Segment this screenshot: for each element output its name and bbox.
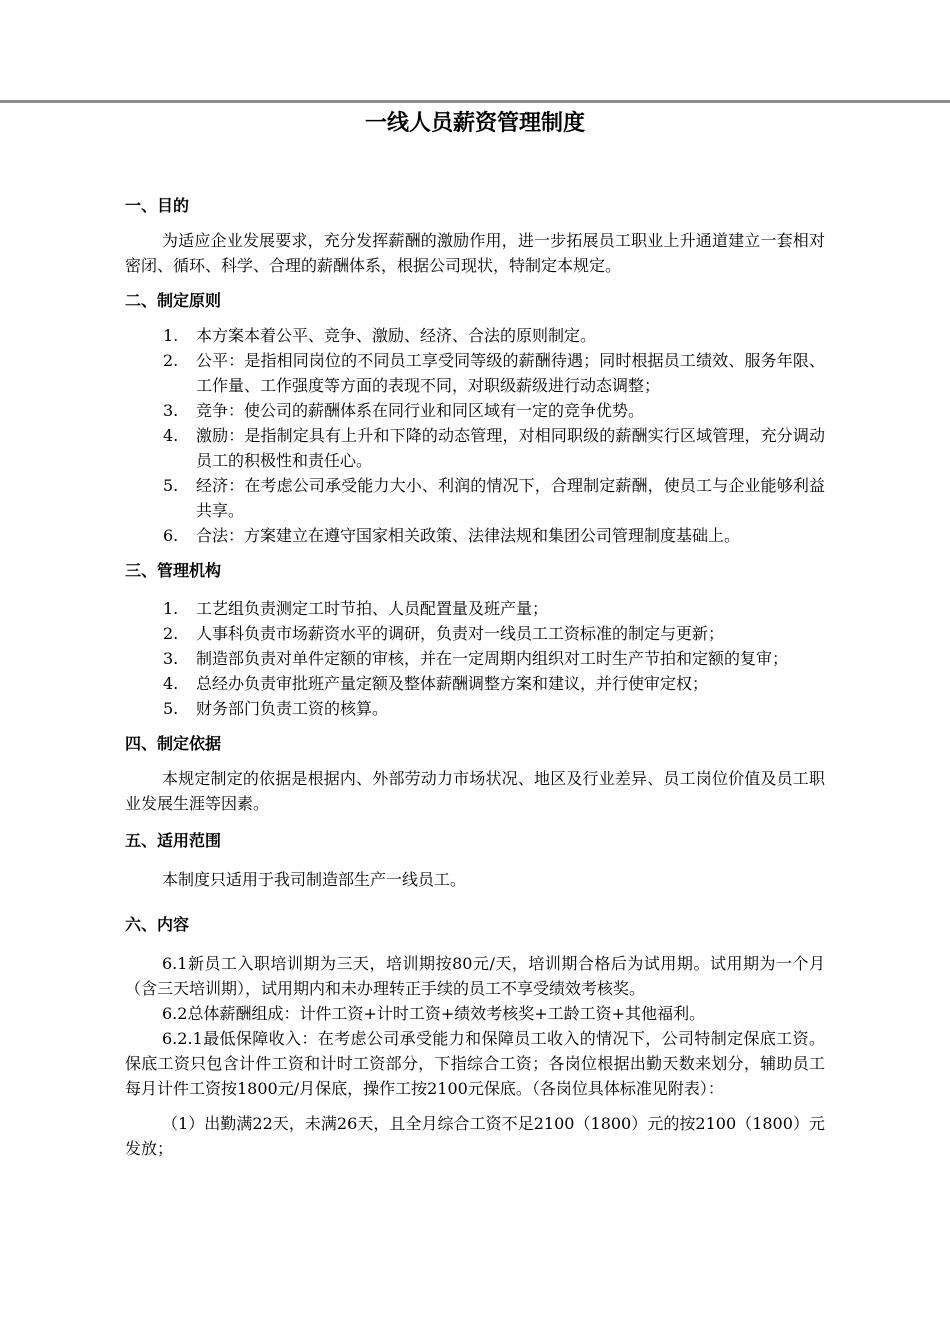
list-item <box>125 323 825 348</box>
paragraph: （1）出勤满22天，未满26天，且全月综合工资不足2100（1800）元的按2100（1800）元发放； <box>125 1114 825 1158</box>
list-item-number: 1. <box>163 599 179 618</box>
management-list <box>125 596 825 721</box>
list-item <box>125 523 825 548</box>
list-item-number: 3. <box>163 649 179 668</box>
list-item <box>125 348 825 398</box>
section-heading-content: 六、内容 <box>125 915 190 934</box>
paragraph: 6.1新员工入职培训期为三天，培训期按80元/天，培训期合格后为试用期。试用期为一个月（含三天培训期），试用期内和未办理转正手续的员工不享受绩效考核奖。 <box>125 954 825 998</box>
section-heading-basis: 四、制定依据 <box>125 734 222 753</box>
list-item-text: 本方案本着公平、竞争、激励、经济、合法的原则制定。 <box>196 326 597 345</box>
list-item <box>125 423 825 473</box>
list-item-number: 4. <box>163 674 179 693</box>
list-item <box>125 473 825 523</box>
list-item-text: 人事科负责市场薪资水平的调研，负责对一线员工工资标准的制定与更新； <box>196 624 725 643</box>
list-item-number: 4. <box>163 426 179 445</box>
document-body <box>125 193 825 1161</box>
list-item-number: 3. <box>163 401 179 420</box>
list-item <box>125 646 825 671</box>
list-item-text: 经济：在考虑公司承受能力大小、利润的情况下，合理制定薪酬，使员工与企业能够利益共享。 <box>196 476 825 520</box>
list-item-number: 6. <box>163 526 179 545</box>
list-item <box>125 696 825 721</box>
section-heading-management: 三、管理机构 <box>125 561 222 580</box>
list-item-number: 2. <box>163 351 179 370</box>
paragraph: 6.2.1最低保障收入：在考虑公司承受能力和保障员工收入的情况下，公司特制定保底工资。保底工资只包含计件工资和计时工资部分，下指综合工资；各岗位根据出勤天数来划分，辅助员工每月计件工资按1800元/月保底，操作工按2100元保底。（各岗位具体标准见附表）： <box>125 1029 825 1098</box>
list-item <box>125 596 825 621</box>
list-item-text: 合法：方案建立在遵守国家相关政策、法律法规和集团公司管理制度基础上。 <box>196 526 741 545</box>
list-item-number: 2. <box>163 624 179 643</box>
paragraph: 本规定制定的依据是根据内、外部劳动力市场状况、地区及行业差异、员工岗位价值及员工职业发展生涯等因素。 <box>125 769 825 813</box>
list-item <box>125 671 825 696</box>
section-heading-purpose: 一、目的 <box>125 196 190 215</box>
document-title: 一线人员薪资管理制度 <box>364 111 585 136</box>
list-item-text: 激励：是指制定具有上升和下降的动态管理，对相同职级的薪酬实行区域管理，充分调动员工的积极性和责任心。 <box>196 426 825 470</box>
list-item <box>125 621 825 646</box>
list-item-number: 1. <box>163 326 179 345</box>
list-item-text: 工艺组负责测定工时节拍、人员配置量及班产量； <box>196 599 549 618</box>
list-item-text: 制造部负责对单件定额的审核，并在一定周期内组织对工时生产节拍和定额的复审； <box>196 649 789 668</box>
list-item-text: 财务部门负责工资的核算。 <box>196 699 389 718</box>
paragraph: 本制度只适用于我司制造部生产一线员工。 <box>162 870 467 889</box>
paragraph: 6.2总体薪酬组成：计件工资+计时工资+绩效考核奖+工龄工资+其他福利。 <box>162 1004 706 1023</box>
list-item-text: 竞争：使公司的薪酬体系在同行业和同区域有一定的竞争优势。 <box>196 401 645 420</box>
list-item-number: 5. <box>163 699 179 718</box>
list-item-text: 公平：是指相同岗位的不同员工享受同等级的薪酬待遇；同时根据员工绩效、服务年限、工作量、工作强度等方面的表现不同，对职级薪级进行动态调整； <box>196 351 825 395</box>
paragraph: 为适应企业发展要求，充分发挥薪酬的激励作用，进一步拓展员工职业上升通道建立一套相对密闭、循环、科学、合理的薪酬体系，根据公司现状，特制定本规定。 <box>125 231 825 275</box>
section-heading-principles: 二、制定原则 <box>125 291 222 310</box>
section-heading-scope: 五、适用范围 <box>125 831 222 850</box>
list-item-text: 总经办负责审批班产量定额及整体薪酬调整方案和建议，并行使审定权； <box>196 674 709 693</box>
list-item <box>125 398 825 423</box>
list-item-number: 5. <box>163 476 179 495</box>
header-rule <box>0 100 950 103</box>
principles-list <box>125 323 825 548</box>
